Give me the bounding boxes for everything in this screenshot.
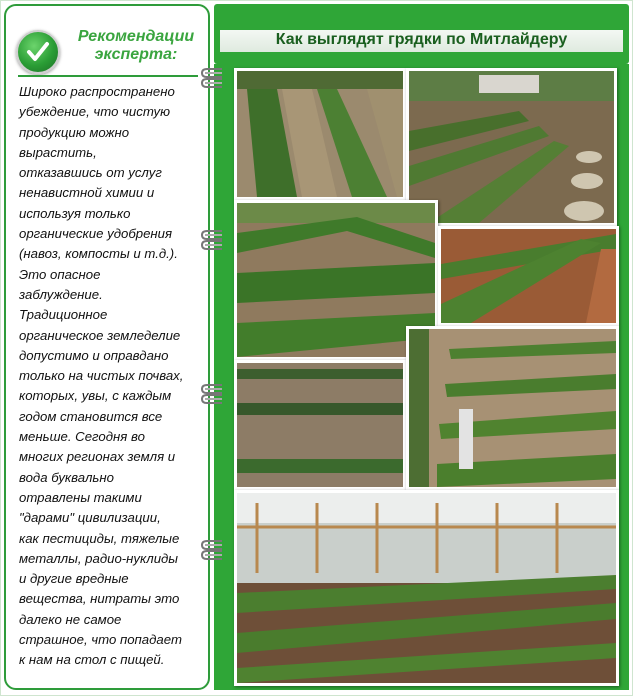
sidebar-text-line: которых, увы, с каждым [19, 388, 172, 404]
sidebar-title-line2: эксперта: [94, 46, 178, 63]
checkmark-badge [16, 30, 60, 74]
sidebar-text-line: отравлены такими [19, 489, 142, 505]
sidebar-text-line: заблуждение. [19, 286, 103, 302]
sidebar-text-line: Традиционное [19, 307, 108, 323]
binder-clip-icon [200, 78, 224, 88]
header-banner [214, 4, 629, 64]
sidebar-text-line: допустимо и оправдано [19, 347, 169, 363]
sidebar-text-line: к нам на стол с пищей. [19, 652, 165, 668]
page-title: Как выглядят грядки по Митлайдеру [275, 31, 568, 48]
sidebar-text-line: только на чистых почвах, [19, 368, 184, 384]
binder-clip-icon [200, 550, 224, 560]
sidebar-text-line: меньше. Сегодня во [19, 429, 145, 445]
sidebar-text-line: вещества, нитраты это [19, 591, 180, 607]
greenhouse-beds-photo [234, 490, 619, 686]
sidebar-paragraph [19, 82, 199, 671]
binder-clip-icon [200, 68, 224, 78]
sidebar-text-line: и другие вредные [19, 571, 129, 587]
sidebar-text-line: "дарами" цивилизации, [19, 510, 161, 526]
sidebar-text-line: используя только [19, 205, 131, 221]
sidebar-text-line: далеко не самое [19, 611, 122, 627]
sidebar-title [66, 28, 206, 64]
sidebar-text-line: металлы, радио-нуклиды [19, 550, 179, 566]
garden-beds-photo-4 [438, 226, 619, 326]
sidebar-divider [18, 75, 198, 77]
sidebar-text-line: годом становится все [19, 408, 163, 424]
sidebar-text-line: органическое земледелие [19, 327, 181, 343]
sidebar-text-line: как пестициды, тяжелые [19, 530, 180, 546]
binder-clip-icon [200, 384, 224, 394]
sidebar-text-line: Это опасное [19, 266, 101, 282]
garden-beds-photo-1 [234, 68, 406, 200]
sidebar-text-line: вырастить, [19, 144, 97, 160]
sidebar-text-line: продукцию можно [19, 124, 130, 140]
binder-clip-icon [200, 240, 224, 250]
garden-beds-photo-5 [234, 360, 406, 490]
sidebar-text-line: (навоз, компосты и т.д.). [19, 246, 178, 262]
sidebar-text-line: ненавистной химии и [19, 185, 155, 201]
sidebar-text-line: убеждение, что чистую [19, 104, 171, 120]
sidebar-title-line1: Рекомендации [77, 28, 195, 45]
sidebar-text-line: органические удобрения [19, 226, 173, 242]
sidebar-text-line: отказавшись от услуг [19, 165, 162, 181]
sidebar-text-line: вода буквально [19, 469, 114, 485]
binder-clip-icon [200, 540, 224, 550]
sidebar-text-line: многих регионах земля и [19, 449, 176, 465]
expert-sidebar [4, 4, 210, 690]
checkmark-icon [25, 39, 51, 65]
binder-clip-icon [200, 394, 224, 404]
garden-beds-photo-6 [406, 326, 619, 490]
binder-clip-icon [200, 230, 224, 240]
sidebar-text-line: страшное, что попадает [19, 632, 182, 648]
sidebar-text-line: Широко распространено [19, 84, 175, 99]
